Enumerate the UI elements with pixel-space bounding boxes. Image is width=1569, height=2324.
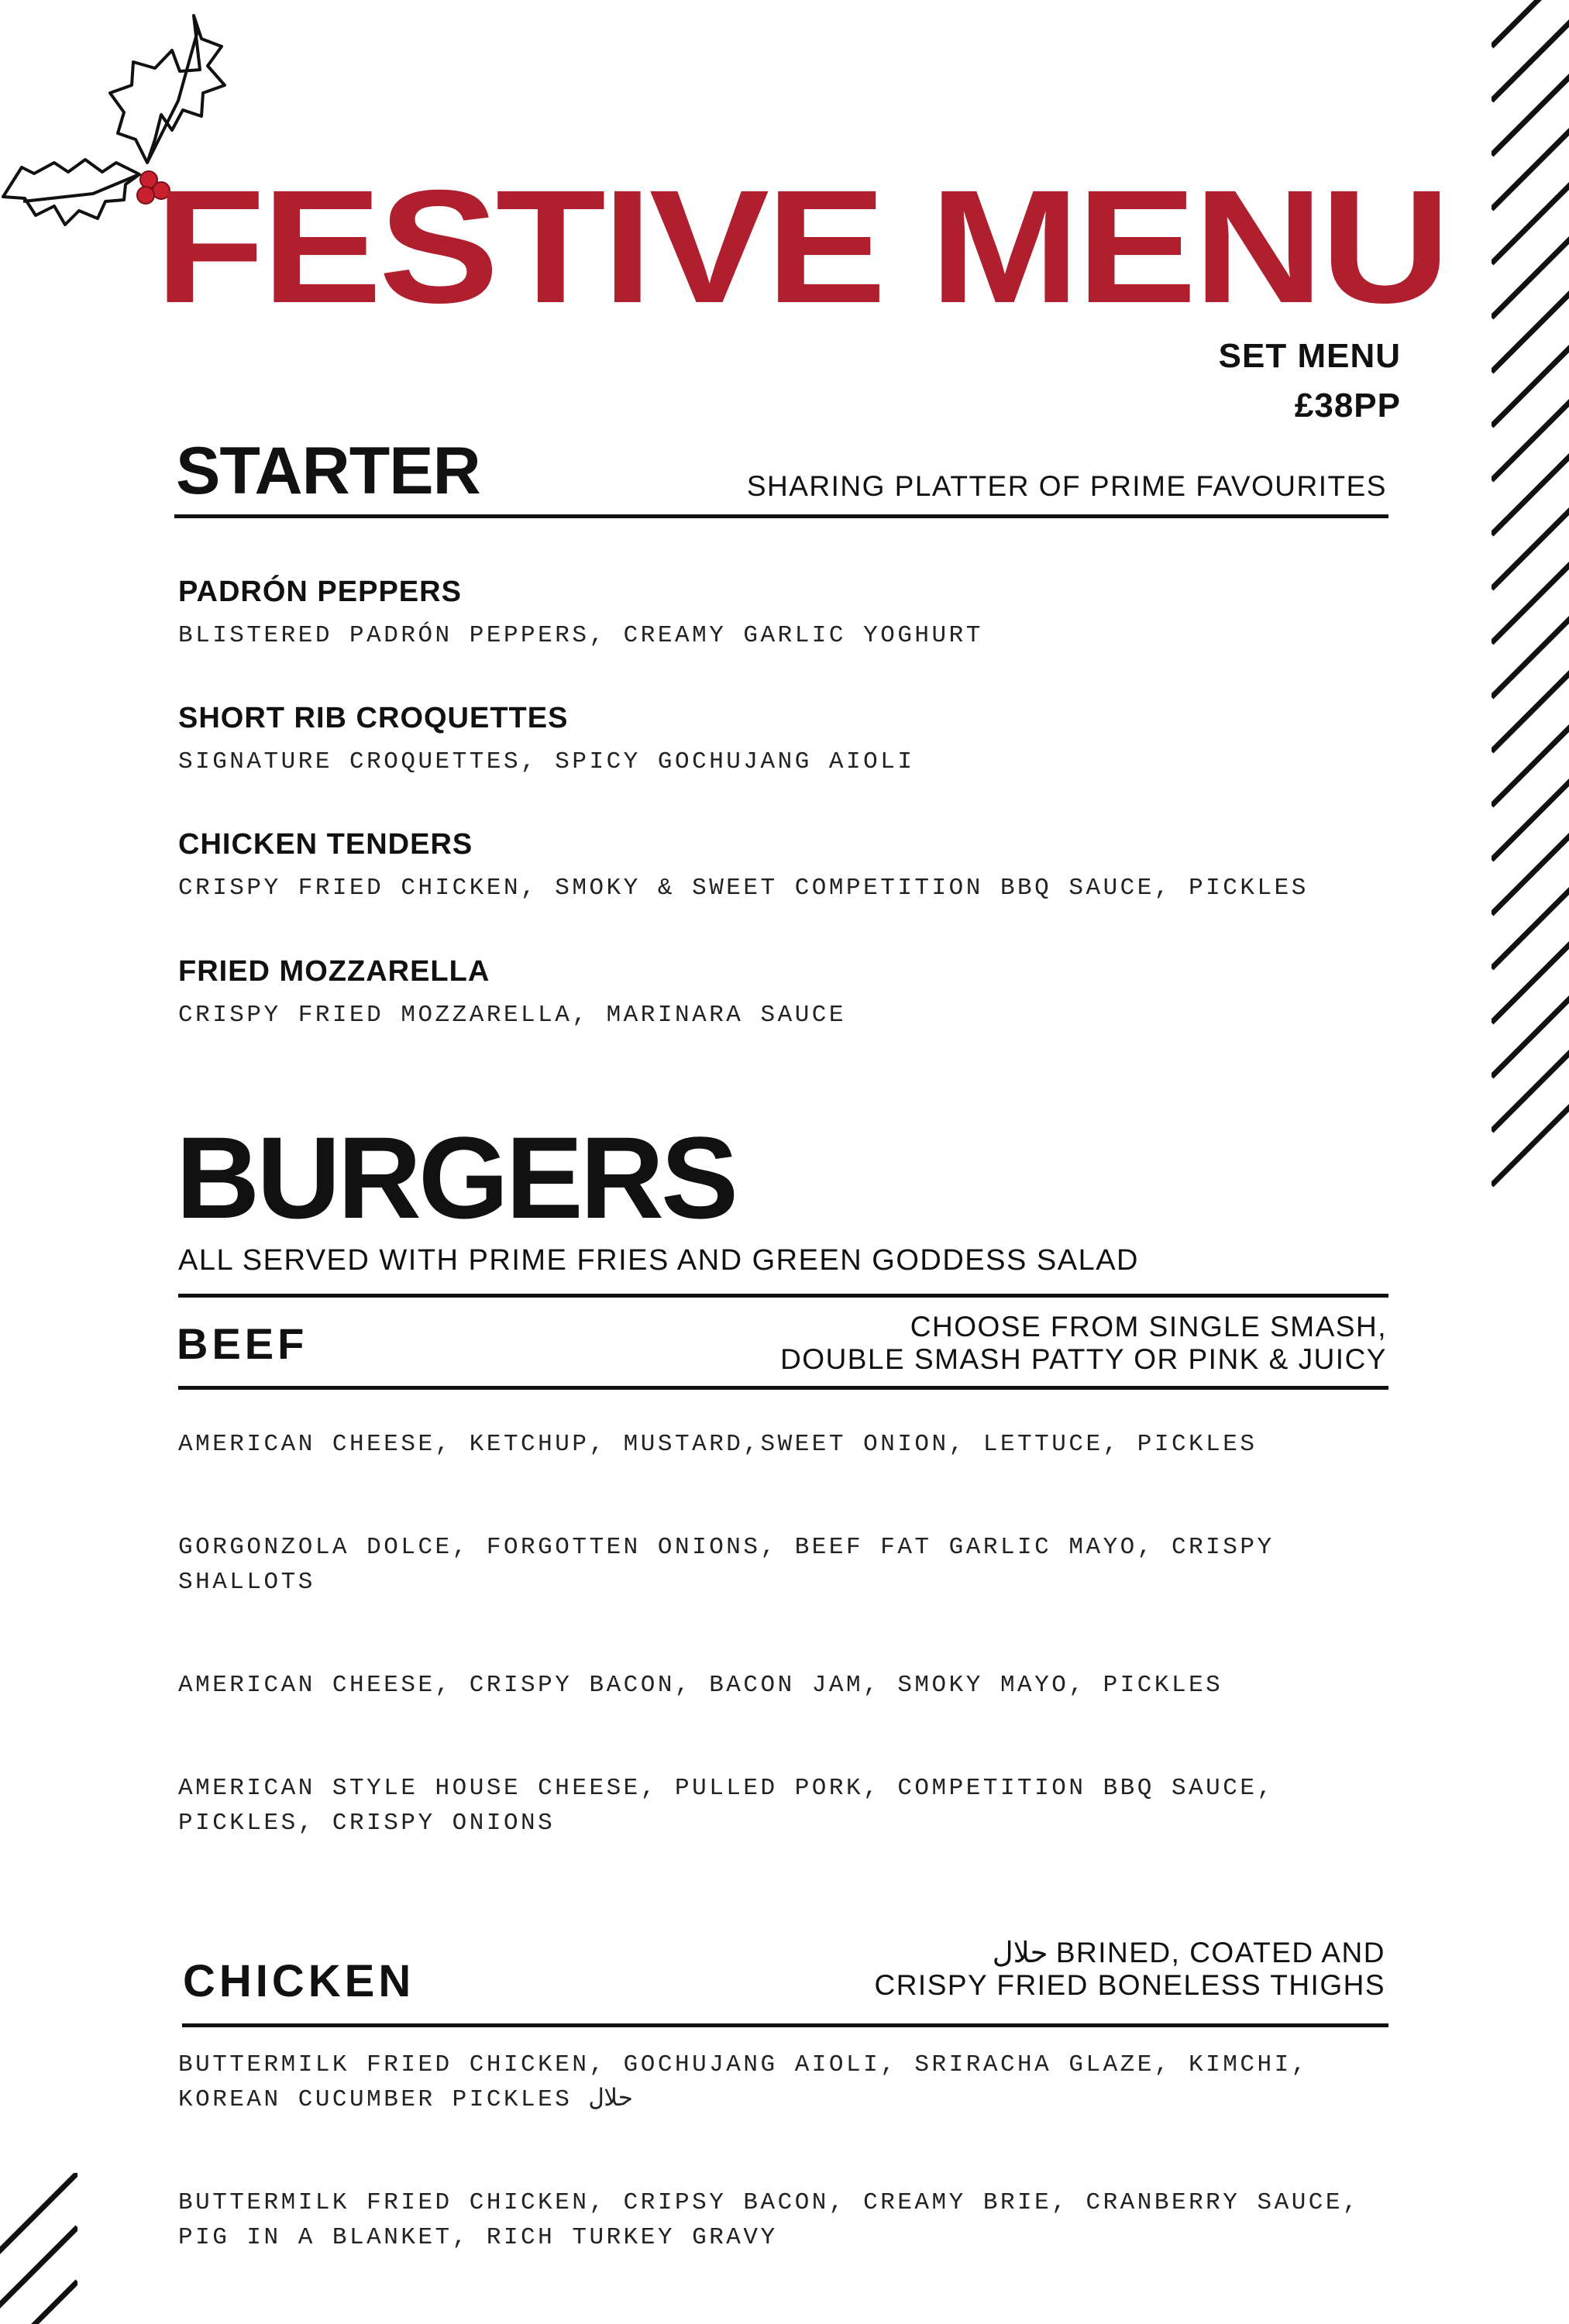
burgers-divider (178, 1294, 1388, 1298)
starter-divider (174, 514, 1388, 518)
beef-note-line: CHOOSE FROM SINGLE SMASH, (910, 1311, 1387, 1342)
chicken-heading: CHICKEN (183, 1956, 415, 2006)
beef-burger-desc: GORGONZOLA DOLCE, FORGOTTEN ONIONS, BEEF FAT GARLIC MAYO, CRISPY SHALLOTS (178, 1534, 1275, 1596)
beef-burger-desc: AMERICAN CHEESE, KETCHUP, MUSTARD,SWEET ONION, LETTUCE, PICKLES (178, 1431, 1258, 1458)
starter-item-desc: BLISTERED PADRÓN PEPPERS, CREAMY GARLIC YOGHURT (178, 622, 983, 649)
beef-heading: BEEF (177, 1319, 308, 1368)
diagonal-stripes-decoration-bottom (0, 2173, 77, 2324)
starter-item-desc: CRISPY FRIED MOZZARELLA, MARINARA SAUCE (178, 1002, 847, 1029)
beef-burger-desc: AMERICAN STYLE HOUSE CHEESE, PULLED PORK, COMPETITION BBQ SAUCE, PICKLES, CRISPY ONIONS (178, 1775, 1275, 1837)
set-menu-block (1219, 332, 1401, 431)
chicken-note (874, 1937, 1385, 2002)
starter-item-desc: CRISPY FRIED CHICKEN, SMOKY & SWEET COMPETITION BBQ SAUCE, PICKLES (178, 875, 1309, 902)
chicken-note-line: CRISPY FRIED BONELESS THIGHS (874, 1969, 1385, 2001)
chicken-burger-desc: BUTTERMILK FRIED CHICKEN, GOCHUJANG AIOLI, SRIRACHA GLAZE, KIMCHI, KOREAN CUCUMBER PICKLES حلال (178, 2051, 1309, 2113)
chicken-burger-desc: BUTTERMILK FRIED CHICKEN, CRIPSY BACON, CREAMY BRIE, CRANBERRY SAUCE, PIG IN A BLANKET, RICH TURKEY GRAVY (178, 2189, 1361, 2251)
beef-divider (178, 1386, 1388, 1390)
starter-item-desc: SIGNATURE CROQUETTES, SPICY GOCHUJANG AIOLI (178, 748, 915, 775)
starter-item-name: SHORT RIB CROQUETTES (178, 702, 569, 734)
diagonal-stripes-decoration (1492, 0, 1569, 1193)
starter-item-name: CHICKEN TENDERS (178, 828, 473, 861)
chicken-note-line: حلال BRINED, COATED AND (992, 1937, 1385, 1968)
beef-note (780, 1311, 1387, 1376)
starter-subtitle: SHARING PLATTER OF PRIME FAVOURITES (746, 470, 1387, 502)
chicken-divider (182, 2023, 1388, 2027)
beef-burger-desc: AMERICAN CHEESE, CRISPY BACON, BACON JAM, SMOKY MAYO, PICKLES (178, 1672, 1223, 1699)
starter-item-name: FRIED MOZZARELLA (178, 955, 490, 988)
set-menu-label: SET MENU (1218, 337, 1401, 375)
starter-item-name: PADRÓN PEPPERS (178, 576, 462, 608)
set-menu-price: £38PP (1294, 387, 1401, 425)
burgers-heading: BURGERS (176, 1112, 736, 1243)
starter-heading: STARTER (176, 434, 480, 508)
burgers-subtitle: ALL SERVED WITH PRIME FRIES AND GREEN GODDESS SALAD (178, 1244, 1139, 1277)
beef-note-line: DOUBLE SMASH PATTY OR PINK & JUICY (780, 1343, 1387, 1375)
menu-title: FESTIVE MENU (155, 157, 1447, 337)
